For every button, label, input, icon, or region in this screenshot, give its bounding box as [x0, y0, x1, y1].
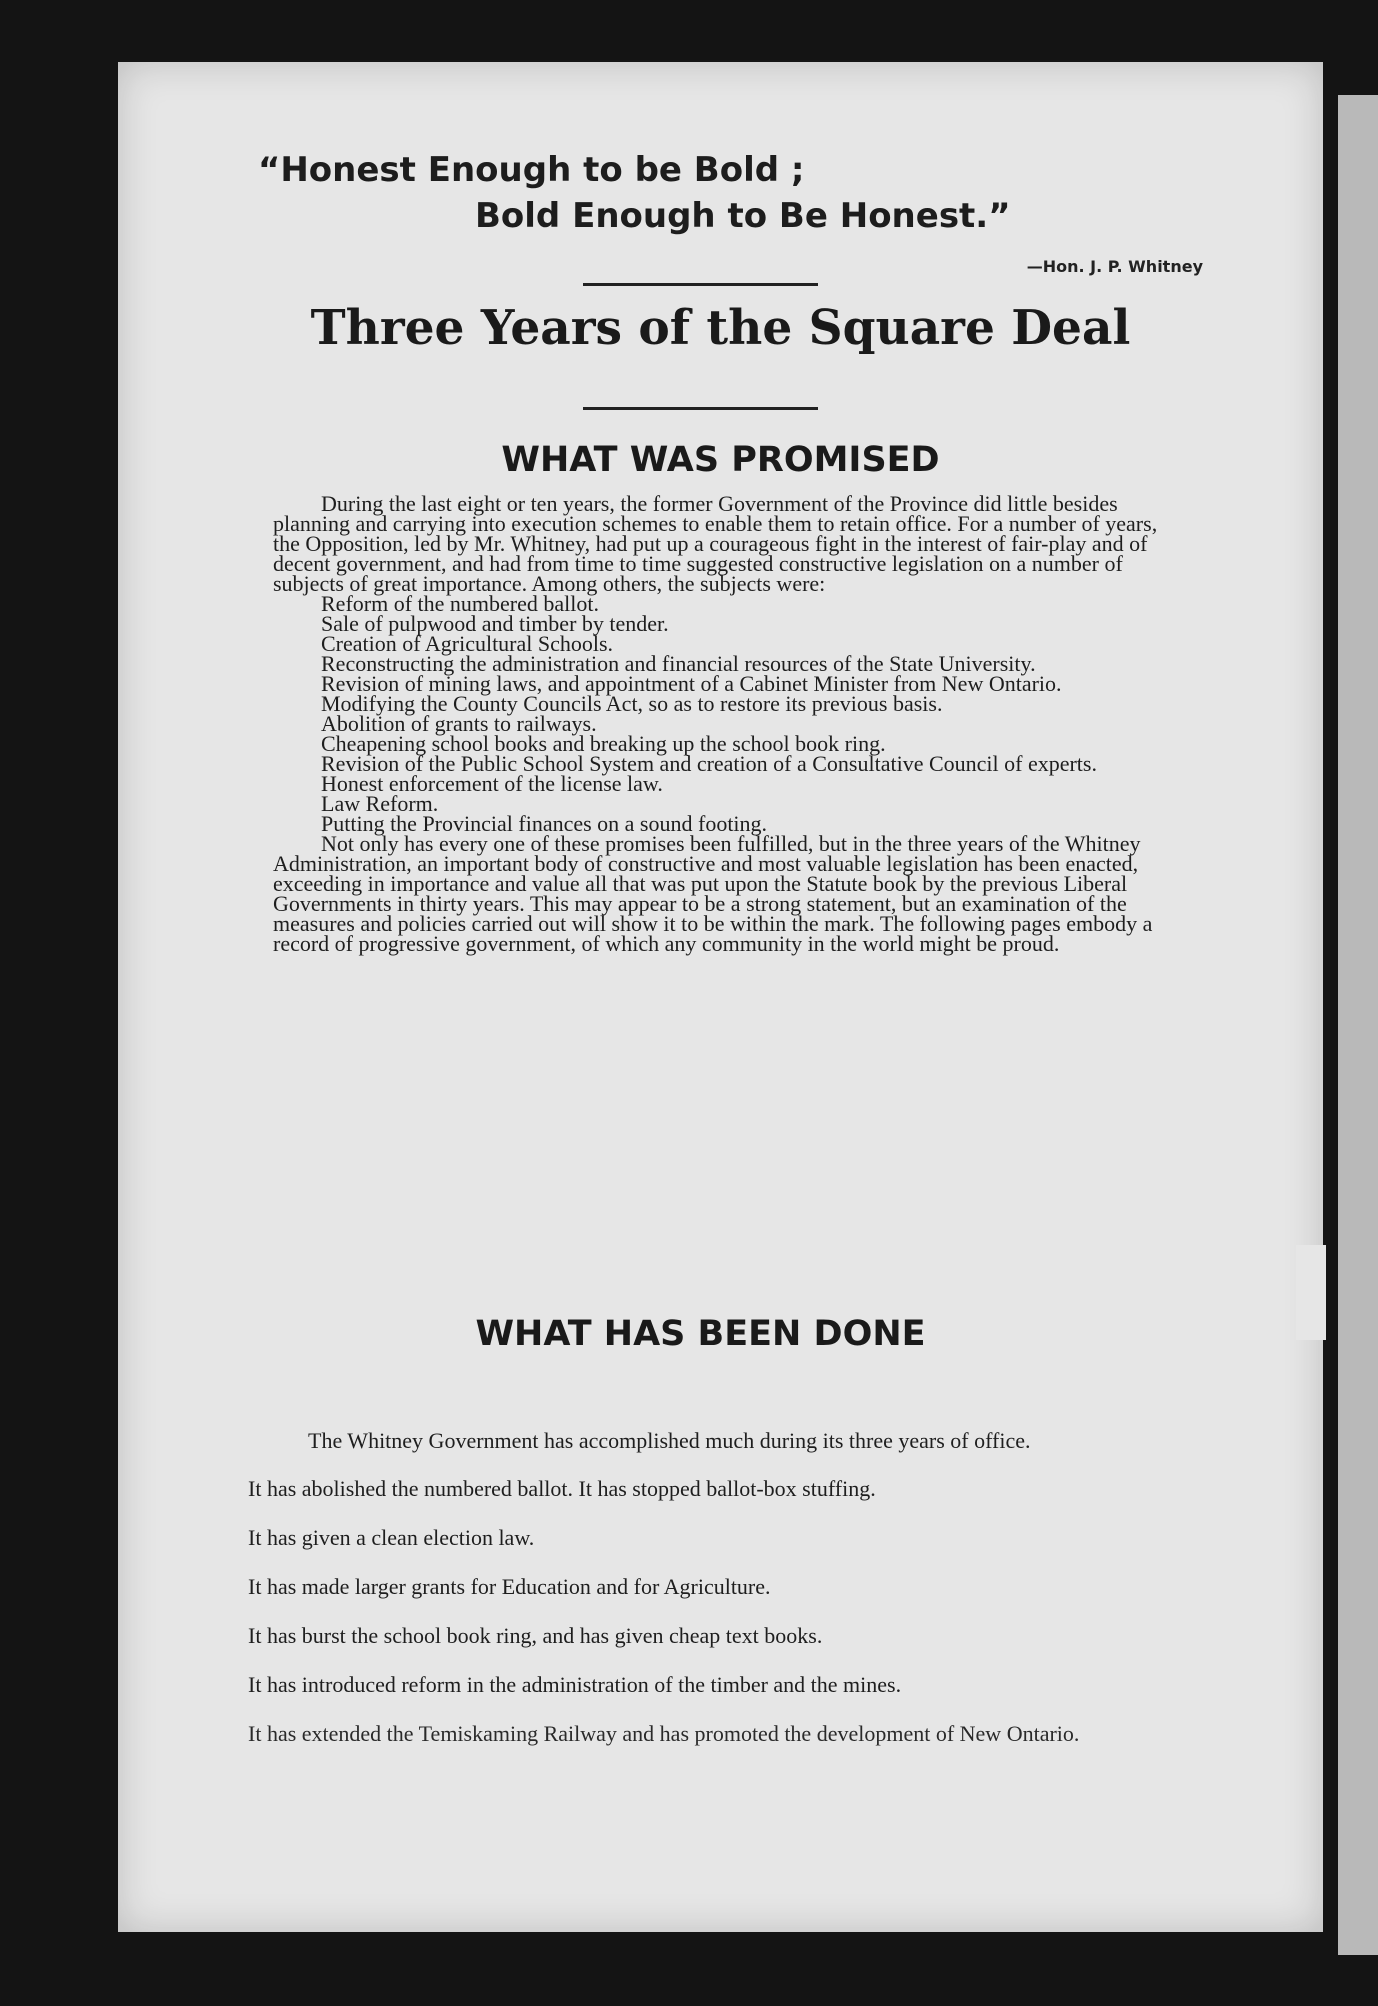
epigraph-quote: [258, 147, 1178, 239]
promised-section-body: [273, 491, 1173, 956]
page-edge-tab: [1296, 1245, 1326, 1340]
done-intro-paragraph: The Whitney Government has accomplished much during its three years of office.: [308, 1428, 1031, 1453]
document-page: [118, 62, 1323, 1932]
promised-closing-paragraph: Not only has every one of these promises been fulfilled, but in the three years of the Whitney Administration, an important body of constructive and most valuable legislation has been enacted, exceeding in importance and value all that was put upon the Statute book by the previous Liberal Governments in thirty years. This may appear to be a strong statement, but an examination of the measures and policies carried out will show it to be within the mark. The following pages embody a record of progressive government, of which any community in the world might be proud.: [273, 831, 1153, 956]
promised-items-list: [273, 591, 1173, 836]
page-title: Three Years of the Square Deal: [310, 300, 1131, 356]
accomplishment-line: It has made larger grants for Education and for Agriculture.: [248, 1574, 771, 1599]
promised-list-item: Cheapening school books and breaking up the school book ring.: [321, 731, 886, 756]
quote-line-2: Bold Enough to Be Honest.”: [475, 196, 1011, 236]
promised-list-item: Revision of the Public School System and creation of a Consultative Council of experts.: [321, 751, 1097, 776]
accomplishment-line: It has introduced reform in the administration of the timber and the mines.: [248, 1672, 902, 1697]
promised-list-item: Law Reform.: [321, 791, 439, 816]
promised-list-item: Creation of Agricultural Schools.: [321, 631, 614, 656]
section-heading-promised: WHAT WAS PROMISED: [501, 440, 940, 480]
quote-line-1: “Honest Enough to be Bold ;: [258, 150, 805, 190]
done-lines-list: [248, 1478, 1168, 1745]
promised-list-item: Modifying the County Councils Act, so as to restore its previous basis.: [321, 691, 943, 716]
divider-rule-top: [583, 283, 818, 286]
handwritten-margin-note: [1342, 135, 1374, 1535]
quote-attribution: —Hon. J. P. Whitney: [1026, 257, 1203, 276]
section-heading-done: WHAT HAS BEEN DONE: [475, 1314, 926, 1354]
adjacent-page-edge: [1338, 95, 1378, 1955]
done-section-body: [248, 1430, 1168, 1772]
divider-rule-bottom: [583, 407, 818, 410]
promised-intro-paragraph: During the last eight or ten years, the former Government of the Province did little besides planning and carrying into execution schemes to enable them to retain office. For a number of years, the Opposition, led by Mr. Whitney, had put up a courageous fight in the interest of fair-play and of decent government, and had from time to time suggested constructive legislation on a number of subjects of great importance. Among others, the subjects were:: [273, 491, 1158, 596]
promised-list-item: Sale of pulpwood and timber by tender.: [321, 611, 669, 636]
promised-list-item: Reform of the numbered ballot.: [321, 591, 599, 616]
promised-list-item: Putting the Provincial finances on a sound footing.: [321, 811, 768, 836]
accomplishment-line: It has extended the Temiskaming Railway and has promoted the development of New Ontario.: [248, 1721, 1080, 1746]
accomplishment-line: It has given a clean election law.: [248, 1525, 535, 1550]
promised-list-item: Honest enforcement of the license law.: [321, 771, 663, 796]
promised-list-item: Reconstructing the administration and financial resources of the State University.: [321, 651, 1036, 676]
accomplishment-line: It has abolished the numbered ballot. It has stopped ballot-box stuffing.: [248, 1476, 876, 1501]
promised-list-item: Revision of mining laws, and appointment of a Cabinet Minister from New Ontario.: [321, 671, 1062, 696]
promised-list-item: Abolition of grants to railways.: [321, 711, 597, 736]
accomplishment-line: It has burst the school book ring, and has given cheap text books.: [248, 1623, 823, 1648]
